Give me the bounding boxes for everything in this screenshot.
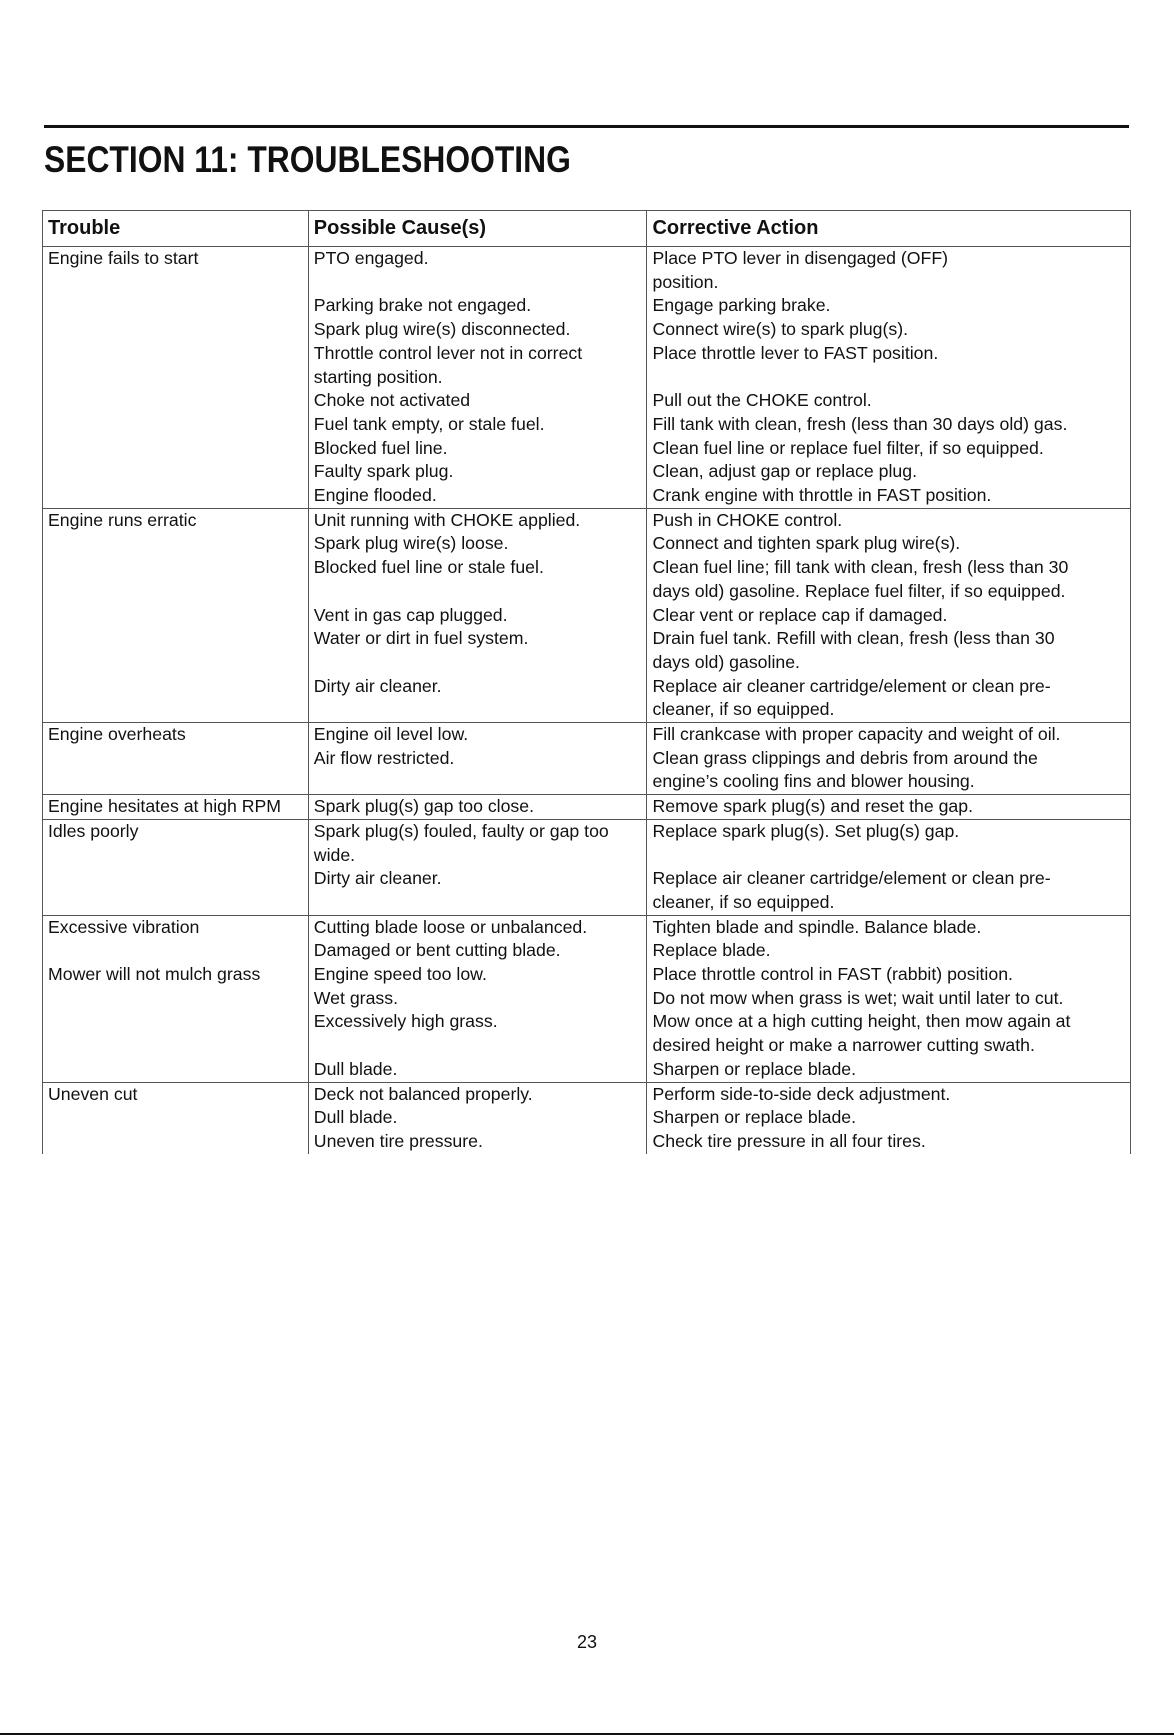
action-cell xyxy=(647,508,1131,722)
blank-line xyxy=(652,366,1125,390)
action-cell-line: Fill tank with clean, fresh (less than 30 days old) gas. xyxy=(652,413,1068,434)
action-cell-line: cleaner, if so equipped. xyxy=(652,891,835,912)
action-cell xyxy=(647,1082,1131,1154)
action-cell-line: Clean grass clippings and debris from around the xyxy=(652,747,1038,768)
cause-cell-line: Dull blade. xyxy=(313,1058,398,1079)
action-cell xyxy=(647,723,1131,795)
action-cell-line: Clean fuel line; fill tank with clean, fresh (less than 30 xyxy=(652,557,1069,578)
action-cell-line: Replace air cleaner cartridge/element or clean pre- xyxy=(652,675,1051,696)
page-number: 23 xyxy=(576,1632,598,1652)
cause-cell-line: Excessively high grass. xyxy=(313,1011,498,1032)
action-cell-line: days old) gasoline. Replace fuel filter, if so equipped. xyxy=(652,580,1066,601)
cause-cell-line: Engine flooded. xyxy=(313,485,437,506)
action-cell-line: position. xyxy=(652,271,719,292)
cause-cell xyxy=(308,723,647,795)
trouble-label: Engine hesitates at high RPM xyxy=(48,796,282,817)
action-cell-line: Sharpen or replace blade. xyxy=(652,1107,857,1128)
blank-line xyxy=(314,271,642,295)
action-cell-line: Push in CHOKE control. xyxy=(652,509,843,530)
section-top-rule xyxy=(44,125,1129,128)
trouble-cell xyxy=(43,508,309,722)
blank-line xyxy=(314,891,642,915)
action-cell-line: Replace air cleaner cartridge/element or clean pre- xyxy=(652,868,1051,889)
cause-cell-line: Spark plug(s) fouled, faulty or gap too xyxy=(313,820,609,841)
cause-cell-line: Uneven tire pressure. xyxy=(313,1130,483,1151)
table-body xyxy=(43,247,1131,1154)
section-title: SECTION 11: TROUBLESHOOTING xyxy=(44,139,571,180)
cause-cell-line: Fuel tank empty, or stale fuel. xyxy=(313,413,545,434)
action-cell-line: Remove spark plug(s) and reset the gap. xyxy=(652,796,973,817)
cause-cell-line: Spark plug(s) gap too close. xyxy=(313,796,535,817)
cause-cell-line: Unit running with CHOKE applied. xyxy=(313,509,581,530)
table-row xyxy=(43,819,1131,915)
table-row xyxy=(43,915,1131,1082)
action-cell-line: Drain fuel tank. Refill with clean, fresh (less than 30 xyxy=(652,628,1055,649)
action-cell-line: cleaner, if so equipped. xyxy=(652,699,835,720)
action-cell-line: Connect and tighten spark plug wire(s). xyxy=(652,533,961,554)
trouble-cell xyxy=(43,247,309,509)
cause-cell-line: Air flow restricted. xyxy=(313,747,455,768)
cause-cell xyxy=(308,915,647,1082)
action-cell-line: Pull out the CHOKE control. xyxy=(652,390,872,411)
cause-cell-line: Blocked fuel line. xyxy=(313,437,448,458)
cause-cell-line: Choke not activated xyxy=(313,390,471,411)
action-cell xyxy=(647,247,1131,509)
action-cell-line: Crank engine with throttle in FAST position. xyxy=(652,485,992,506)
trouble-label: Engine runs erratic xyxy=(48,509,197,530)
table-row xyxy=(43,1082,1131,1154)
trouble-cell xyxy=(43,819,309,915)
action-cell-line: Engage parking brake. xyxy=(652,295,831,316)
action-cell-line: Place throttle control in FAST (rabbit) position. xyxy=(652,964,1013,985)
action-cell-line: Sharpen or replace blade. xyxy=(652,1058,857,1079)
blank-line xyxy=(652,844,1125,868)
cause-cell xyxy=(308,247,647,509)
action-cell-line: Check tire pressure in all four tires. xyxy=(652,1130,926,1151)
cause-cell-line: Parking brake not engaged. xyxy=(313,295,532,316)
troubleshooting-table xyxy=(42,210,1131,1154)
trouble-label: Excessive vibration xyxy=(48,916,200,937)
page-bottom-rule xyxy=(0,1733,1174,1735)
table-row xyxy=(43,508,1131,722)
cause-cell-line: Engine speed too low. xyxy=(313,964,487,985)
trouble-cell xyxy=(43,1082,309,1154)
action-cell-line: Replace blade. xyxy=(652,940,771,961)
cause-cell-line: Spark plug wire(s) disconnected. xyxy=(313,319,571,340)
action-cell-line: Mow once at a high cutting height, then mow again at xyxy=(652,1011,1071,1032)
table-header-row xyxy=(43,211,1131,247)
action-cell-line: engine’s cooling fins and blower housing. xyxy=(652,771,975,792)
action-cell-line: desired height or make a narrower cutting swath. xyxy=(652,1035,1035,1056)
blank-line xyxy=(314,770,642,794)
header-trouble: Trouble xyxy=(43,211,309,247)
action-cell xyxy=(647,795,1131,820)
cause-cell xyxy=(308,508,647,722)
cause-cell-line: Damaged or bent cutting blade. xyxy=(313,940,561,961)
cause-cell-line: Wet grass. xyxy=(313,987,399,1008)
action-cell xyxy=(647,819,1131,915)
trouble-label: Mower will not mulch grass xyxy=(48,964,261,985)
action-cell-line: Place throttle lever to FAST position. xyxy=(652,342,939,363)
cause-cell-line: Vent in gas cap plugged. xyxy=(313,604,508,625)
blank-line xyxy=(314,698,642,722)
cause-cell-line: Spark plug wire(s) loose. xyxy=(313,533,509,554)
cause-cell xyxy=(308,819,647,915)
action-cell-line: Tighten blade and spindle. Balance blade. xyxy=(652,916,982,937)
cause-cell-line: Dirty air cleaner. xyxy=(313,868,442,889)
cause-cell-line: Engine oil level low. xyxy=(313,724,469,745)
table-row xyxy=(43,723,1131,795)
trouble-cell xyxy=(43,723,309,795)
cause-cell-line: Water or dirt in fuel system. xyxy=(313,628,529,649)
trouble-label: Idles poorly xyxy=(48,820,139,841)
blank-line xyxy=(314,651,642,675)
action-cell-line: Clean fuel line or replace fuel filter, if so equipped. xyxy=(652,437,1044,458)
table-row xyxy=(43,795,1131,820)
action-cell-line: Perform side-to-side deck adjustment. xyxy=(652,1083,951,1104)
blank-line xyxy=(48,939,303,963)
cause-cell-line: Blocked fuel line or stale fuel. xyxy=(313,557,544,578)
trouble-label: Engine overheats xyxy=(48,724,186,745)
trouble-label: Engine fails to start xyxy=(48,248,199,268)
action-cell-line: Connect wire(s) to spark plug(s). xyxy=(652,319,909,340)
blank-line xyxy=(314,1034,642,1058)
cause-cell-line: Throttle control lever not in correct xyxy=(313,342,583,363)
cause-cell xyxy=(308,795,647,820)
action-cell-line: Replace spark plug(s). Set plug(s) gap. xyxy=(652,820,960,841)
action-cell-line: days old) gasoline. xyxy=(652,651,800,672)
cause-cell xyxy=(308,1082,647,1154)
action-cell-line: Clear vent or replace cap if damaged. xyxy=(652,604,948,625)
header-corrective-action: Corrective Action xyxy=(647,211,1131,247)
cause-cell-line: Deck not balanced properly. xyxy=(313,1083,533,1104)
action-cell-line: Clean, adjust gap or replace plug. xyxy=(652,461,917,482)
action-cell-line: Do not mow when grass is wet; wait until later to cut. xyxy=(652,987,1064,1008)
cause-cell-line: PTO engaged. xyxy=(313,248,429,268)
action-cell xyxy=(647,915,1131,1082)
table-row xyxy=(43,247,1131,509)
trouble-cell xyxy=(43,915,309,1082)
cause-cell-line: starting position. xyxy=(313,366,443,387)
action-cell-line: Fill crankcase with proper capacity and weight of oil. xyxy=(652,724,1061,745)
cause-cell-line: Faulty spark plug. xyxy=(313,461,454,482)
cause-cell-line: Dirty air cleaner. xyxy=(313,675,442,696)
action-cell-line: Place PTO lever in disengaged (OFF) xyxy=(652,248,949,268)
header-possible-causes: Possible Cause(s) xyxy=(308,211,647,247)
cause-cell-line: Cutting blade loose or unbalanced. xyxy=(313,916,588,937)
cause-cell-line: wide. xyxy=(313,844,356,865)
blank-line xyxy=(314,580,642,604)
trouble-cell xyxy=(43,795,309,820)
cause-cell-line: Dull blade. xyxy=(313,1107,398,1128)
trouble-label: Uneven cut xyxy=(48,1083,138,1104)
